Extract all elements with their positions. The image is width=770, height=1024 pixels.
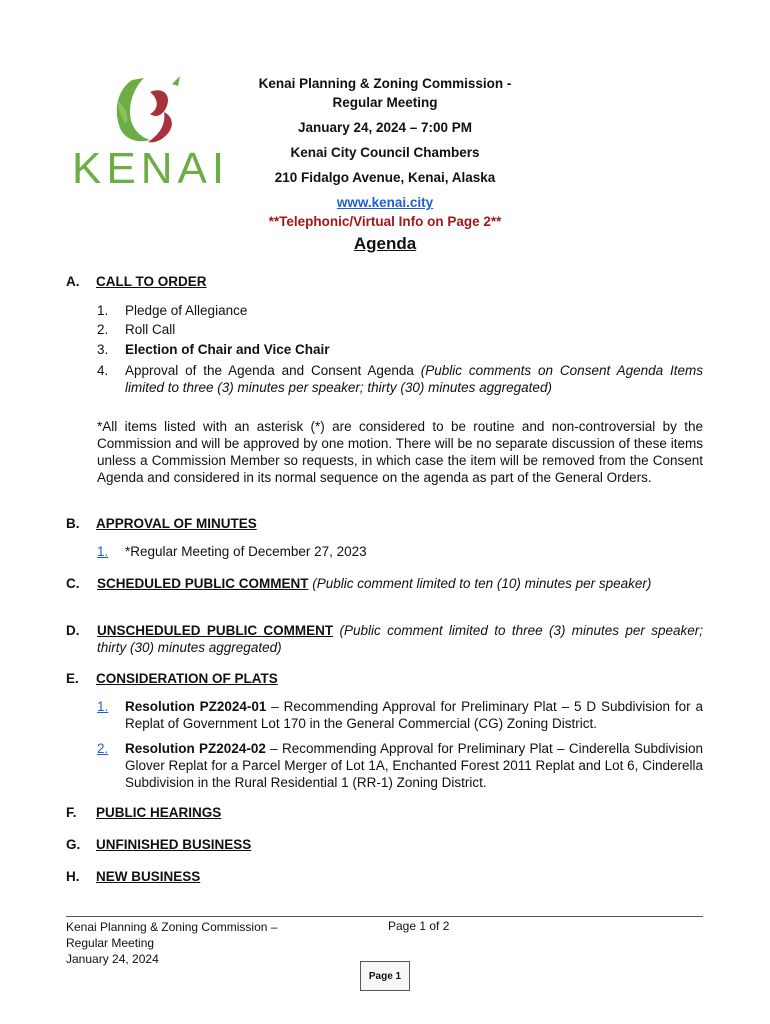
item-text: *Regular Meeting of December 27, 2023 [125, 544, 367, 559]
section-title: NEW BUSINESS [96, 869, 201, 884]
section-title: APPROVAL OF MINUTES [96, 516, 257, 531]
item-number: 2. [97, 322, 109, 337]
footer-line-3: January 24, 2024 [66, 952, 159, 966]
logo-wordmark: KENAI [72, 144, 230, 193]
footer-line-1: Kenai Planning & Zoning Commission – [66, 920, 278, 934]
resolution-text: – Recommending Approval for Preliminary Plat – 5 D Subdivision for a Replat of Government Lot 170 in the General Commercial (CG) Zoning District. [125, 699, 704, 731]
header-title-line1: Kenai Planning & Zoning Commission - [258, 76, 512, 91]
section-letter: G. [66, 837, 81, 852]
item-number-link[interactable]: 1. [97, 699, 109, 714]
section-c [66, 575, 703, 592]
website-link[interactable]: www.kenai.city [336, 195, 434, 210]
item-note: (Public comments on Consent Agenda Items limited to three (3) minutes per speaker; thirty (30) minutes aggregated) [125, 363, 703, 395]
resolution-text: – Recommending Approval for Preliminary Plat – Cinderella Subdivision Glover Replat for a Parcel Merger of Lot 1A, Enchanted Forest 2011 Replat and Lot 6, Cinderella Subdivision in the Rural Residential 1 (RR-1) Zoning District. [125, 741, 703, 790]
footer-meeting-info [66, 919, 277, 967]
item-main-text: Approval of the Agenda and Consent Agenda [125, 363, 414, 378]
item-text: Roll Call [125, 322, 176, 337]
page-count: Page 1 of 2 [388, 919, 450, 933]
item-text [125, 740, 703, 791]
section-letter: F. [66, 805, 77, 820]
section-a-heading [66, 274, 207, 289]
item-number: 1. [97, 303, 109, 318]
resolution-label: Resolution PZ2024-01 [125, 699, 267, 714]
list-item [97, 740, 703, 791]
item-number: 4. [97, 363, 109, 378]
kenai-logo [60, 70, 230, 193]
section-title: CONSIDERATION OF PLATS [96, 671, 278, 686]
section-g-heading [66, 837, 251, 852]
section-title: SCHEDULED PUBLIC COMMENT [97, 576, 309, 591]
item-text [125, 698, 703, 732]
meeting-location: Kenai City Council Chambers [290, 145, 480, 160]
page-number-box: Page 1 [360, 961, 410, 991]
resolution-label: Resolution PZ2024-02 [125, 741, 266, 756]
list-item [97, 341, 703, 358]
section-title: CALL TO ORDER [96, 274, 207, 289]
list-item [97, 698, 703, 732]
section-e-heading [66, 671, 278, 686]
agenda-title: Agenda [353, 234, 417, 253]
section-letter: C. [66, 576, 80, 591]
item-text: Election of Chair and Vice Chair [125, 342, 330, 357]
virtual-info-note: **Telephonic/Virtual Info on Page 2** [268, 214, 502, 229]
meeting-header [200, 74, 570, 231]
footer-line-2: Regular Meeting [66, 936, 155, 950]
section-letter: H. [66, 869, 80, 884]
section-letter: E. [66, 671, 79, 686]
section-letter: A. [66, 274, 80, 289]
list-item [97, 321, 703, 338]
section-title: UNSCHEDULED PUBLIC COMMENT [97, 623, 334, 638]
section-note: (Public comment limited to three (3) minutes per speaker; thirty (30) minutes aggregated) [97, 623, 703, 655]
section-letter: D. [66, 623, 80, 638]
footer-divider [66, 916, 703, 917]
list-item [97, 302, 703, 319]
kenai-swoosh-icon [60, 70, 220, 150]
item-number-link[interactable]: 1. [97, 544, 109, 559]
meeting-address: 210 Fidalgo Avenue, Kenai, Alaska [274, 170, 496, 185]
section-note: (Public comment limited to ten (10) minutes per speaker) [312, 576, 652, 591]
list-item [97, 543, 703, 560]
section-h-heading [66, 869, 200, 884]
item-number: 3. [97, 342, 109, 357]
section-title: UNFINISHED BUSINESS [96, 837, 252, 852]
section-f-heading [66, 805, 221, 820]
item-text: Pledge of Allegiance [125, 303, 248, 318]
item-number-link[interactable]: 2. [97, 741, 109, 756]
section-letter: B. [66, 516, 80, 531]
list-item [97, 362, 703, 396]
item-text [125, 362, 703, 396]
section-b-heading [66, 516, 257, 531]
header-title-line2: Regular Meeting [332, 95, 438, 110]
meeting-date: January 24, 2024 – 7:00 PM [297, 120, 473, 135]
consent-agenda-note: *All items listed with an asterisk (*) are considered to be routine and non-controversial by the Commission and will be approved by one motion. There will be no separate discussion of these items unless a Commission Member so requests, in which case the item will be removed from the Consent Agenda and considered in its normal sequence on the agenda as part of the General Orders. [97, 419, 703, 485]
section-d [66, 622, 703, 656]
section-title: PUBLIC HEARINGS [96, 805, 222, 820]
